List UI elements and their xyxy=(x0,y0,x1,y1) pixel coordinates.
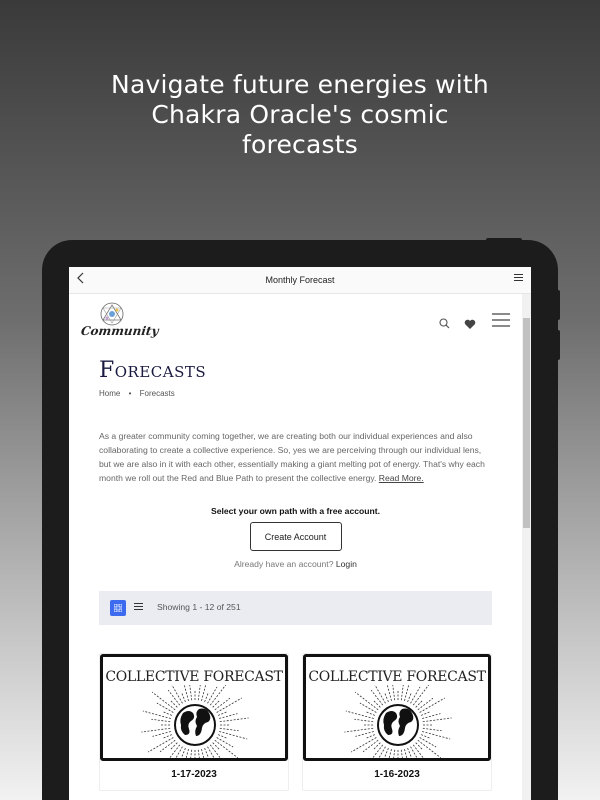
view-toolbar xyxy=(99,591,492,625)
create-account-button[interactable]: Create Account xyxy=(250,522,342,551)
app-bar xyxy=(69,267,531,294)
read-more-link[interactable]: Read More. xyxy=(378,473,424,483)
intro-text: As a greater community coming together, we are creating both our individual experiences and also collaborating to create a collective experience. So, yes we are perceiving through our individual lens, but we are also in it with each other, essentially making a giant melting pot of energy. That's why each month we roll out the Red and Blue Path to present the collective energy. xyxy=(99,431,485,483)
breadcrumb-separator: • xyxy=(128,389,132,398)
results-count: Showing 1 - 12 of 251 xyxy=(157,602,241,612)
scrollbar[interactable] xyxy=(522,294,531,800)
forecast-card-date[interactable]: 1-16-2023 xyxy=(374,769,420,780)
login-line xyxy=(99,559,492,569)
already-account-text: Already have an account? xyxy=(234,559,334,569)
forecast-grid xyxy=(99,653,492,791)
site-header xyxy=(69,294,531,350)
forecast-card-date[interactable]: 1-17-2023 xyxy=(171,769,217,780)
back-arrow-icon[interactable] xyxy=(77,272,85,287)
breadcrumb-current: Forecasts xyxy=(139,389,175,398)
page-title: Forecasts xyxy=(99,358,207,383)
tablet-button-side xyxy=(556,290,560,320)
headline-line-1: Navigate future energies with xyxy=(111,70,489,99)
device-screen xyxy=(69,267,531,800)
globe-icon xyxy=(103,685,287,761)
grid-view-button[interactable] xyxy=(110,600,126,616)
forecast-card-image[interactable] xyxy=(100,654,288,761)
globe-icon xyxy=(306,685,490,761)
heart-icon[interactable] xyxy=(464,315,476,334)
app-menu-icon[interactable] xyxy=(514,274,523,283)
breadcrumb-home[interactable]: Home xyxy=(99,389,121,398)
hamburger-menu-icon[interactable] xyxy=(492,312,510,331)
tablet-button-top xyxy=(486,238,522,242)
headline-line-3: forecasts xyxy=(242,130,358,159)
community-logo[interactable] xyxy=(80,300,160,342)
list-view-icon[interactable] xyxy=(134,603,143,612)
intro-paragraph xyxy=(99,429,492,485)
card-image-title: COLLECTIVE FORECAST xyxy=(105,669,283,685)
card-image-title: COLLECTIVE FORECAST xyxy=(308,669,486,685)
grid-icon xyxy=(114,604,122,612)
breadcrumb xyxy=(99,389,492,398)
main-content xyxy=(99,350,492,791)
search-icon[interactable] xyxy=(439,314,450,333)
forecast-card-image[interactable] xyxy=(303,654,491,761)
tablet-button-side-2 xyxy=(556,330,560,360)
promo-headline xyxy=(0,70,600,160)
forecast-card[interactable] xyxy=(99,653,289,791)
app-bar-title: Monthly Forecast xyxy=(265,275,335,285)
login-link[interactable]: Login xyxy=(335,559,357,569)
logo-text: Community xyxy=(80,324,160,338)
forecast-card[interactable] xyxy=(302,653,492,791)
headline-line-2: Chakra Oracle's cosmic xyxy=(151,100,449,129)
cta-text: Select your own path with a free account. xyxy=(210,506,381,516)
